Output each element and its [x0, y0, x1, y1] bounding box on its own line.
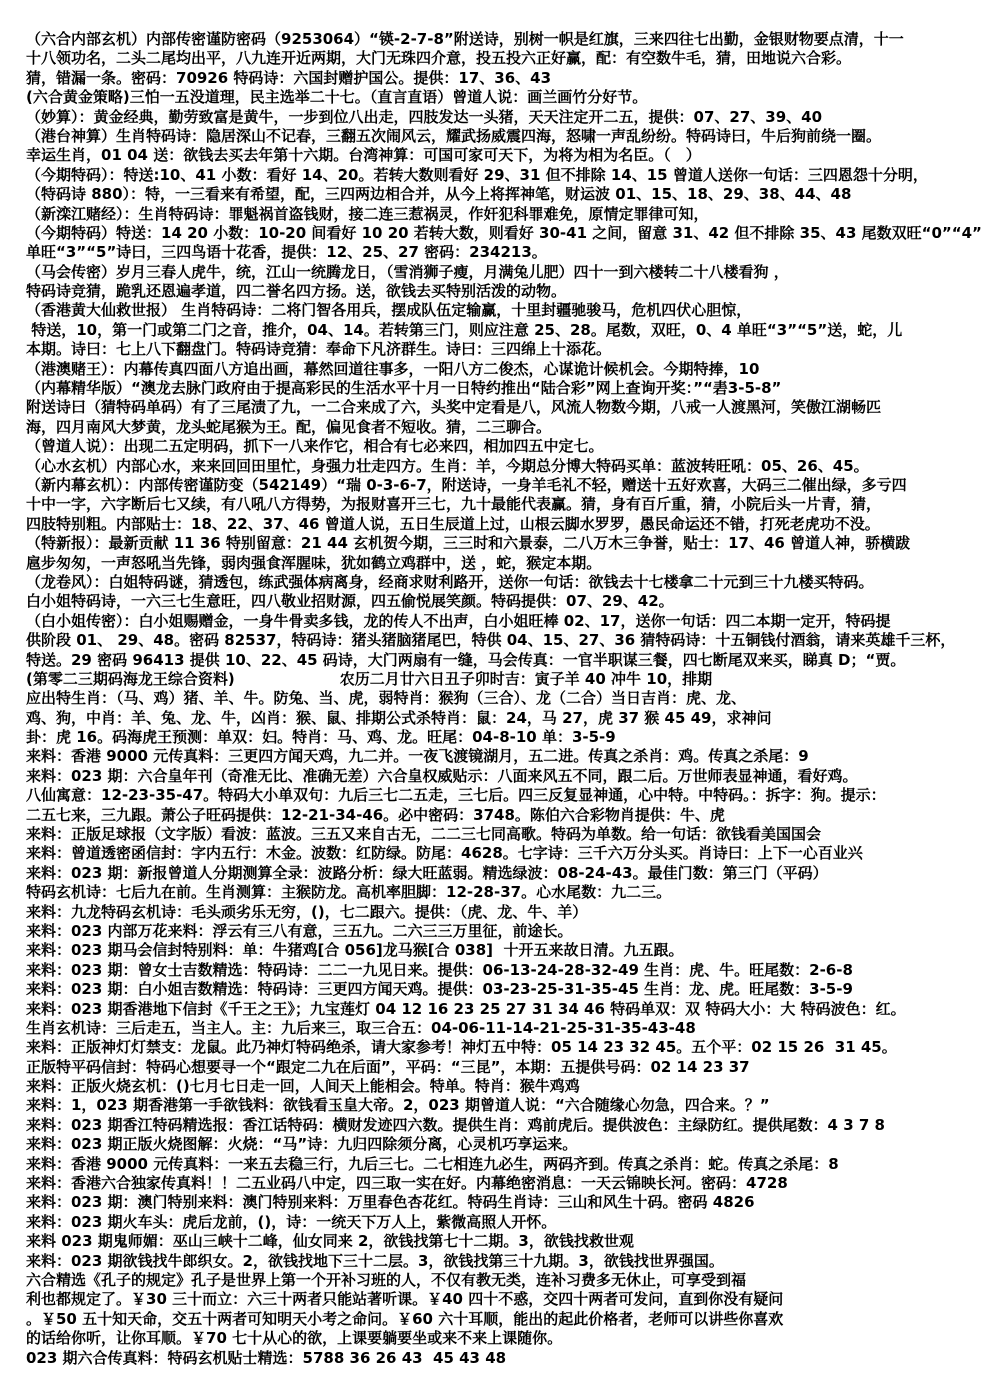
text-line: （港澳赌王）：内幕传真四面八方追出画，幕然回道往事多，一阳八方二俊杰，心谋诡计候机会。今期特捧，10	[26, 359, 760, 378]
text-line: 利也都规定了。￥30 三十而立：六三十两者只能站著听课。￥40 四十不惑，交四十两者可发问，直到你没有疑问	[26, 1290, 784, 1309]
text-line: （内幕精华版）“澳龙去脉门政府由于提高彩民的生活水平十月一日特约推出“陆合彩”网上查询开奖：”“砉3-5-8”	[26, 379, 782, 398]
text-line: 来料：023 期：新报曾道人分期测算全录：波路分析：绿大旺蓝弱。精选绿波：08-24-43。最佳门数：第三门（平码）	[26, 863, 828, 882]
text-line: 来料：正版足球报（文字版）看波：蓝波。三五又来自古无，二二三七同高歌。特码为单数。给一句话：欲钱看美国国会	[26, 825, 822, 844]
text-line: 特码诗竞猜，跪乳还恩遍孝道，四二誉名四方扬。送，欲钱去买特别活泼的动物。	[26, 282, 567, 301]
text-line: 特送，10，第一门或第二门之音，推介，04、14。若转第三门，则应注意 25、28。尾数，双旺，0、4 单旺“3”“5”送，蛇，儿	[26, 320, 903, 339]
text-line: （特新报）：最新贡献 11 36 特别留意：21 44 玄机贺今期，三三时和六景泰，二八万木三争誉，贴士：17、46 曾道人神，骄横跋	[26, 534, 911, 553]
text-line: 附送诗曰（猜特码单码）有了三尾渍了九，一二合来成了六，头奖中定看是八，风流人物数今期，八戒一人渡黑河，笑傲江湖畅匹	[26, 398, 882, 417]
text-line: 八仙寓意：12-23-35-47。特码大小单双句：九后三七二五走，三七后。四三反复显神通，心中特。中特码。：拆字：狗。提示：	[26, 786, 886, 805]
text-line: 应出特生肖：（马、鸡）猪、羊、牛。防兔、当、虎，弱特肖：猴狗（三合）、龙（二合）当日吉肖：虎、龙、	[26, 689, 747, 708]
text-line: （新滦江赌经）：生肖特码诗：罪魁祸首盗钱财，接二连三惹祸灵，作奸犯科罪难免，原情定罪律可知，	[26, 204, 709, 223]
text-line: 来料：九龙特码玄机诗：毛头顽劣乐无穷，()，七二跟六。提供：（虎、龙、牛、羊）	[26, 902, 588, 921]
clipped-bottom-line: 023 期六合传真料：特码玄机贴士精选：5788 36 26 43 45 43 48	[26, 1348, 507, 1367]
text-line: （香港黄大仙救世报） 生肖特码诗：二将门智各用兵，摆成队伍定输赢，十里封疆驰骏马，危机四伏心胆惊，	[26, 301, 752, 320]
text-line: 十中一字，六字断后七又续，有八吼八方得势，为报财喜开三七，九十最能代表赢。猜，身有百斤重，猜，小院后头一片青，猜，	[26, 495, 882, 514]
text-line: （特码诗 880）：特，一三看来有希望，配，三四两边相合并，从今上将挥神笔，财运波 01、15、18、29、38、44、48	[26, 185, 852, 204]
text-line: 来料：023 期香江特码精选报：香江话特码：横财发迹四六数。提供生肖：鸡前虎后。提供波色：主绿防红。提供尾数：4 3 7 8	[26, 1115, 885, 1134]
text-line: 来料：023 期：澳门特别来料：澳门特别来料：万里春色杏花红。特码生肖诗：三山和风生十码。密码 4826	[26, 1193, 755, 1212]
text-line: 二五七来，三九跟。萧公子旺码提供：12-21-34-46。必中密码：3748。陈伯六合彩物肖提供：牛、虎	[26, 805, 725, 824]
text-line: 四肢特别粗。内部贴士：18、22、37、46 曾道人说，五日生辰道上过，山根云脚水罗罗，愚民命运还不错，打死老虎功不没。	[26, 514, 880, 533]
text-line: 正版特平码信封：特码心想要寻一个“跟定二九在后面”，平码：“三昆”，本期：五提供号码：02 14 23 37	[26, 1057, 750, 1076]
text-line: 生肖玄机诗：三后走五，当主人。主：九后来三，取三合五：04-06-11-14-21-25-31-35-43-48	[26, 1018, 696, 1037]
text-line: （龙卷风）：白姐特码谜，猜透包，练武强体病离身，经商求财利路开，送你一句话：欲钱去十七楼拿二十元到三十九楼买特码。	[26, 572, 874, 591]
text-line: 来料：023 期欲钱找牛郎织女。2，欲钱找地下三十二层。3，欲钱找第三十九期。3，欲钱找世界强国。	[26, 1251, 724, 1270]
text-line: 卦：虎 16。码海虎王预测：单双：妇。特肖：马、鸡、龙。旺尾：04-8-10 单：3-5-9	[26, 728, 616, 747]
text-line: 特码玄机诗：七后九在前。生肖测算：主猴防龙。高机率胆脚：12-28-37。心水尾数：九二三。	[26, 883, 672, 902]
text-line: （今期特码）特送：14 20 小数：10-20 间看好 10 20 若转大数，则看好 30-41 之间，留意 31、42 但不排除 35、43 尾数双旺“0”“4”	[26, 223, 982, 242]
text-line: （今期特码）：特送:10、41 小数：看好 14、20。若转大数则看好 29、31 但不排除 14、15 曾道人送你一句话：三四恩怨十分明，	[26, 165, 928, 184]
text-line: 来料：香港 9000 元传真料：三更四方闻天鸡，九二并。一夜飞渡镜湖月，五二进。传真之杀肖：鸡。传真之杀尾：9	[26, 747, 809, 766]
text-line: 六合精选《孔子的规定》孔子是世界上第一个开补习班的人，不仅有教无类，连补习费多无休止，可享受到福	[26, 1271, 747, 1289]
text-line: （港台神算）生肖特码诗：隐居深山不记春，三翻五次闹风云，耀武扬威震四海，怒啸一声乱纷纷。特码诗曰，牛后狗前绕一圈。	[26, 126, 882, 145]
text-line: 来料 023 期鬼师媚：巫山三峡十二峰，仙女同来 2，欲钱找第七十二期。3，欲钱找救世观	[26, 1232, 634, 1251]
text-line: 来料：正版火烧玄机：()七月七日走一回，人间天上能相会。特单。特肖：猴牛鸡鸡	[26, 1077, 580, 1096]
text-line: 来料：香港六合独家传真料！！二五业码八中定，四三取一实在好。内幕绝密消息：一天云锦映长河。密码：4728	[26, 1174, 788, 1193]
text-line: 来料：香港 9000 元传真料：一来五去稳三行，九后三七。二七相连九必生，两码齐到。传真之杀肖：蛇。传真之杀尾：8	[26, 1154, 839, 1173]
text-line: 来料：023 期：白小姐吉数精选：特码诗：三更四方闻天鸡。提供：03-23-25-31-35-45 生肖：龙、虎。旺尾数：3-5-9	[26, 980, 853, 999]
text-line: （新内幕玄机）：内部传密谨防变（542149）“瑞 0-3-6-7，附送诗，一身羊毛礼不轻，赠送十五好欢喜，大码三二催出绿，多亏四	[26, 475, 907, 494]
text-line: 猜，错漏一条。密码：70926 特码诗：六国封赠护国公。提供：17、36、43	[26, 68, 552, 87]
text-line: 扈步匆匆，一声怒吼当先锋，弱肉强食浑腥味，犹如鹤立鸡群中，送 ，蛇，猴定本期。	[26, 553, 602, 572]
text-line: 来料：023 期正版火烧图解：火烧：“马”诗：九归四除须分离，心灵机巧享运来。	[26, 1135, 578, 1154]
text-line: 海，四月南风大梦黄，龙头蛇尾猴为王。配，偏见食者不短收。猜，二三聊合。	[26, 417, 552, 436]
text-line: 供阶段 01、 29、48。密码 82537，特码诗：猪头猪脑猪尾巴，特供 04、15、27、36 猜特码诗：十五铜钱付酒翁，请来英雄千三杯，	[26, 631, 956, 650]
text-line: (第零二三期码海龙王综合资料) 农历二月廿六日丑子卯时吉：寅子羊 40 冲牛 10，排期	[26, 669, 713, 688]
text-line: (六合黄金策略)三怕一五没道理，民主选举二十七。（直言直语）曾道人说：画兰画竹分好节。	[26, 88, 648, 107]
text-line: （马会传密）岁月三春人虎牛，统，江山一统腾龙日，（雪消狮子瘦，月满兔儿肥）四十一到六楼转二十八楼看狗 ，	[26, 262, 789, 281]
text-line: 来料：1，023 期香港第一手欲钱料：欲钱看玉皇大帝。2，023 期曾道人说：“六合随缘心勿急，四合来。？”	[26, 1096, 770, 1115]
text-line: 来料：023 期火车头：虎后龙前，()，诗：一统天下万人上，紫微高照人开怀。	[26, 1212, 557, 1231]
text-line: 本期。诗曰：七上八下翻盘门。特码诗竞猜：奉命下凡济群生。诗曰：三四绵上十添花。	[26, 340, 612, 359]
text-line: 来料：023 期：曾女士吉数精选：特码诗：二二一九见日来。提供：06-13-24-28-32-49 生肖：虎、牛。旺尾数：2-6-8	[26, 960, 853, 979]
text-line: （白小姐传密）：白小姐赐赠金，一身牛骨卖多钱，龙的传人不出声，白小姐旺棒 02、17，送你一句话：四二本期一定开，特码提	[26, 611, 891, 630]
text-line: 的话给你听，让你耳顺。￥70 七十从心的欲，上课要躺要坐或来不来上课随你。	[26, 1329, 563, 1348]
text-line: 来料：正版神灯灯禁支：龙鼠。此乃神灯特码绝杀，请大家参考！神灯五中特：05 14 23 32 45。五个平：02 15 26 31 45。	[26, 1038, 897, 1057]
text-line: 来料：023 期：六合皇年刊（奇准无比、准确无差）六合皇权威贴示：八面来风五不同，跟二后。万世师表显神通，看好鸡。	[26, 766, 858, 785]
text-line: 来料：023 内部万花来料：浮云有三八有意，三五九。二六三三万里征，前途长。	[26, 921, 573, 940]
text-line: （心水玄机）内部心水，来来回回田里忙，身强力壮走四方。生肖：羊，今期总分博大特码买单：蓝波转旺吼：05、26、45。	[26, 456, 869, 475]
text-line: 来料：023 期马会信封特别料：单：牛猪鸡[合 056]龙马猴[合 038] 十开五来故日清。九五跟。	[26, 941, 684, 960]
text-line: （妙算）：黄金经典，勤劳致富是黄牛，一步到位八出走，四肢发达一头猪，天天注定开二五，提供：07、27、39、40	[26, 107, 823, 126]
text-line: 鸡、狗，中肖：羊、兔、龙、牛，凶肖：猴、鼠、排期公式杀特肖：鼠：24，马 27，虎 37 猴 45 49，求神问	[26, 708, 772, 727]
text-line: （六合内部玄机）内部传密谨防密码（9253064）“锳-2-7-8”附送诗，别树一帜是红旗，三来四往七出勤，金银财物要点清，十一	[26, 30, 904, 48]
text-line: 白小姐特码诗，一六三七生意旺，四八敬业招财源，四五偷悦展笑颜。特码提供：07、29、42。	[26, 592, 674, 611]
text-line: 特送。29 密码 96413 提供 10、22、45 码诗，大门两扇有一缝，马会传真：一官半职谋三餐，四七断尾双来买，睇真 D；“贾。	[26, 650, 906, 669]
text-line: 来料：023 期香港地下信封《千王之王》；九宝莲灯 04 12 16 23 25 27 31 34 46 特码单双：双 特码大小：大 特码波色：红。	[26, 999, 906, 1018]
text-line: 。￥50 五十知天命，交五十两者可知明天小考之命问。￥60 六十耳顺，能出的起此价格者，老师可以讲些你喜欢	[26, 1309, 784, 1328]
text-line: 幸运生肖，01 04 送：欲钱去买去年第十六期。台湾神算：可国可家可天下，为将为相为名臣。（ ）	[26, 146, 701, 165]
text-line: （曾道人说）：出现二五定明码，抓下一八来作它，相合有七必来四，相加四五中定七。	[26, 437, 604, 456]
text-line: 来料：曾道透密函信封：字内五行：木金。波数：红防绿。防尾：4628。七字诗：三千六万分头买。肖诗曰：上下一心百业兴	[26, 844, 863, 863]
text-line: 单旺“3”“5”诗曰，三四鸟语十花香，提供：12、25、27 密码：234213。	[26, 243, 547, 262]
text-line: 十八领功名，二头二尾均出平，八九连开近两期，大门无珠四介意，投五投六正好赢，配：有空数牛毛，猜，田地说六合彩。	[26, 49, 852, 68]
